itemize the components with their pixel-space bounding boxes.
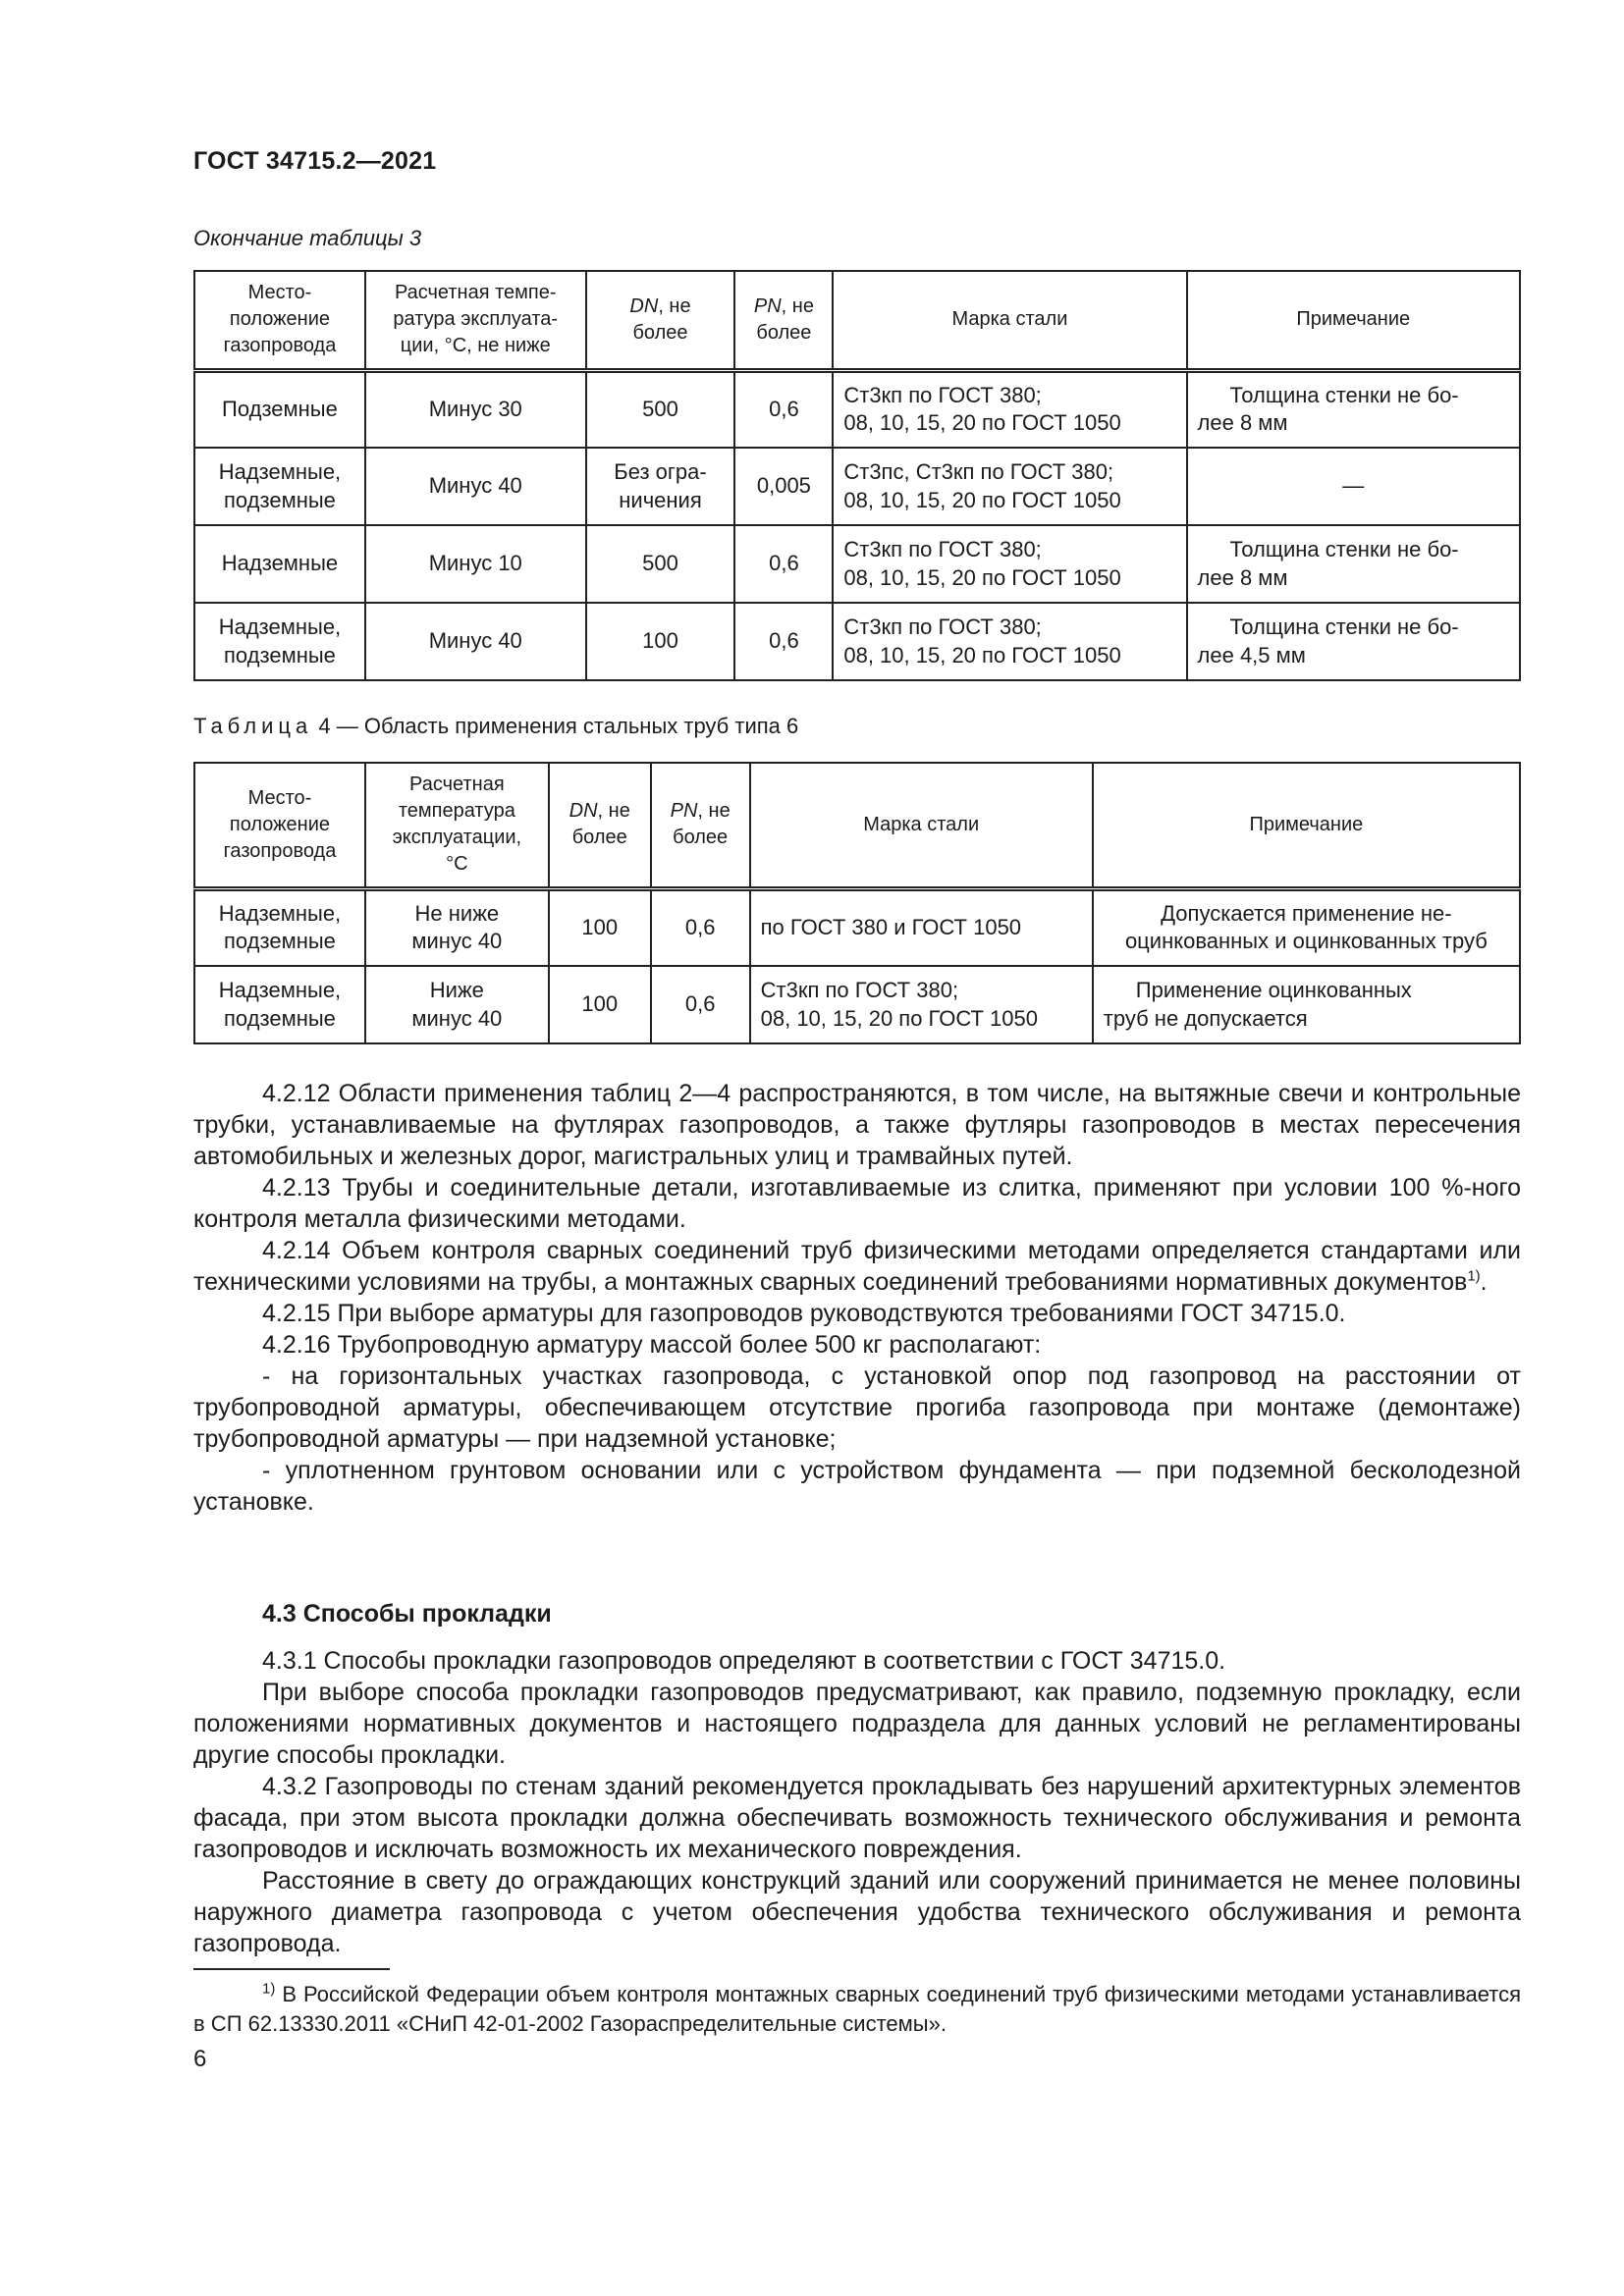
cell-pn: 0,6 xyxy=(651,888,750,966)
cell-location: Надземные xyxy=(194,525,365,603)
cell-temperature: Минус 40 xyxy=(365,603,586,680)
section-4-3-title: 4.3 Способы прокладки xyxy=(262,1600,552,1628)
table-header-row xyxy=(194,271,1520,370)
table-row xyxy=(194,966,1520,1043)
cell-location: Надземные, подземные xyxy=(194,966,365,1043)
footnote-divider xyxy=(193,1968,390,1970)
section-4-2-text xyxy=(193,1078,1521,1518)
cell-temperature: Минус 30 xyxy=(365,370,586,448)
table-row xyxy=(194,448,1520,525)
paragraph-4-2-16-item-b: - уплотненном грунтовом основании или с устройством фундамента — при подземной бесколодезной установке. xyxy=(193,1457,1521,1516)
cell-pn: 0,6 xyxy=(651,966,750,1043)
table-row xyxy=(194,888,1520,966)
paragraph-4-2-14: 4.2.14 Объем контроля сварных соединений труб физическими методами определяется стандартами или техническими условиями на трубы, а монтажных сварных соединений требованиями нормативных документов$^{1)}$. xyxy=(193,1237,1521,1296)
cell-steel-grade: Ст3кп по ГОСТ 380; 08, 10, 15, 20 по ГОСТ 1050 xyxy=(833,370,1186,448)
cell-note: Толщина стенки не бо- лее 4,5 мм xyxy=(1187,603,1520,680)
header-steel-grade: Марка стали xyxy=(750,763,1093,888)
header-temperature: Расчетная температура эксплуатации, °С xyxy=(365,763,549,888)
cell-pn: 0,6 xyxy=(734,525,833,603)
cell-steel-grade: по ГОСТ 380 и ГОСТ 1050 xyxy=(750,888,1093,966)
cell-dn: 100 xyxy=(549,966,651,1043)
page-number: 6 xyxy=(193,2046,207,2072)
paragraph-4-3-1-b: При выборе способа прокладки газопроводов предусматривают, как правило, подземную прокладку, если положениями нормативных документов и настоящего подраздела для данных условий не регламентированы другие способы прокладки. xyxy=(193,1679,1521,1769)
cell-pn: 0,6 xyxy=(734,603,833,680)
cell-steel-grade: Ст3кп по ГОСТ 380; 08, 10, 15, 20 по ГОСТ 1050 xyxy=(750,966,1093,1043)
cell-note: Допускается применение не- оцинкованных и оцинкованных труб xyxy=(1093,888,1520,966)
header-dn: DN, не более xyxy=(549,763,651,888)
header-note: Примечание xyxy=(1093,763,1520,888)
cell-note: Толщина стенки не бо- лее 8 мм xyxy=(1187,525,1520,603)
cell-pn: 0,6 xyxy=(734,370,833,448)
cell-note: — xyxy=(1187,448,1520,525)
header-note: Примечание xyxy=(1187,271,1520,370)
footnote-marker: 1) xyxy=(262,1980,276,1998)
section-4-3-text xyxy=(193,1645,1521,1959)
cell-location: Надземные, подземные xyxy=(194,448,365,525)
footnote: $^{1)}$ В Российской Федерации объем контроля монтажных сварных соединений труб физическими методами устанавливается в СП 62.13330.2011 «СНиП 42-01-2002 Газораспределительные системы». xyxy=(193,1980,1521,2036)
document-code-header: ГОСТ 34715.2—2021 xyxy=(193,147,437,175)
cell-location: Надземные, подземные xyxy=(194,888,365,966)
cell-dn: Без огра- ничения xyxy=(586,448,735,525)
header-dn: DN, не более xyxy=(586,271,735,370)
cell-dn: 500 xyxy=(586,370,735,448)
paragraph-4-2-16: 4.2.16 Трубопроводную арматуру массой более 500 кг располагают: xyxy=(262,1331,1042,1359)
table-header-row xyxy=(194,763,1520,888)
cell-temperature: Не ниже минус 40 xyxy=(365,888,549,966)
cell-dn: 100 xyxy=(586,603,735,680)
table-4 xyxy=(193,762,1521,1044)
paragraph-4-3-1: 4.3.1 Способы прокладки газопроводов определяют в соответствии с ГОСТ 34715.0. xyxy=(262,1647,1226,1675)
cell-temperature: Минус 10 xyxy=(365,525,586,603)
footnote-reference: 1) xyxy=(1467,1267,1481,1285)
header-location: Место- положение газопровода xyxy=(194,271,365,370)
paragraph-4-2-16-item-a: - на горизонтальных участках газопровода, с установкой опор под газопровод на расстоянии от трубопроводной арматуры, обеспечивающем отсутствие прогиба газопровода при монтаже (демонтаже) трубопроводной арматуры — при надземной установке; xyxy=(193,1362,1521,1453)
header-temperature: Расчетная темпе- ратура эксплуата- ции, °С, не ниже xyxy=(365,271,586,370)
cell-note: Толщина стенки не бо- лее 8 мм xyxy=(1187,370,1520,448)
cell-location: Надземные, подземные xyxy=(194,603,365,680)
paragraph-4-2-13: 4.2.13 Трубы и соединительные детали, изготавливаемые из слитка, применяют при условии 100 %-ного контроля металла физическими методами. xyxy=(193,1174,1521,1233)
cell-temperature: Минус 40 xyxy=(365,448,586,525)
cell-note: Применение оцинкованных труб не допускается xyxy=(1093,966,1520,1043)
table-row xyxy=(194,525,1520,603)
cell-dn: 500 xyxy=(586,525,735,603)
table-3 xyxy=(193,270,1521,681)
cell-temperature: Ниже минус 40 xyxy=(365,966,549,1043)
paragraph-4-2-12: 4.2.12 Области применения таблиц 2—4 распространяются, в том числе, на вытяжные свечи и контрольные трубки, устанавливаемые на футлярах газопроводов, а также футляры газопроводов в местах пересечения автомобильных и железных дорог, магистральных улиц и трамвайных путей. xyxy=(193,1080,1521,1170)
cell-location: Подземные xyxy=(194,370,365,448)
cell-steel-grade: Ст3кп по ГОСТ 380; 08, 10, 15, 20 по ГОСТ 1050 xyxy=(833,525,1186,603)
header-pn: PN, не более xyxy=(734,271,833,370)
cell-dn: 100 xyxy=(549,888,651,966)
header-steel-grade: Марка стали xyxy=(833,271,1186,370)
header-location: Место- положение газопровода xyxy=(194,763,365,888)
table-row xyxy=(194,603,1520,680)
table-row xyxy=(194,370,1520,448)
cell-steel-grade: Ст3кп по ГОСТ 380; 08, 10, 15, 20 по ГОСТ 1050 xyxy=(833,603,1186,680)
table4-caption: Таблица 4 — Область применения стальных труб типа 6 xyxy=(193,714,799,738)
table3-continuation-caption: Окончание таблицы 3 xyxy=(193,226,422,250)
paragraph-4-2-15: 4.2.15 При выборе арматуры для газопроводов руководствуются требованиями ГОСТ 34715.0. xyxy=(262,1300,1346,1327)
header-pn: PN, не более xyxy=(651,763,750,888)
paragraph-4-3-2-b: Расстояние в свету до ограждающих конструкций зданий или сооружений принимается не менее половины наружного диаметра газопровода с учетом обеспечения удобства технического обслуживания и ремонта газопровода. xyxy=(193,1867,1521,1957)
cell-steel-grade: Ст3пс, Ст3кп по ГОСТ 380; 08, 10, 15, 20 по ГОСТ 1050 xyxy=(833,448,1186,525)
paragraph-4-3-2: 4.3.2 Газопроводы по стенам зданий рекомендуется прокладывать без нарушений архитектурных элементов фасада, при этом высота прокладки должна обеспечивать возможность технического обслуживания и ремонта газопроводов и исключать возможность их механического повреждения. xyxy=(193,1773,1521,1863)
cell-pn: 0,005 xyxy=(734,448,833,525)
